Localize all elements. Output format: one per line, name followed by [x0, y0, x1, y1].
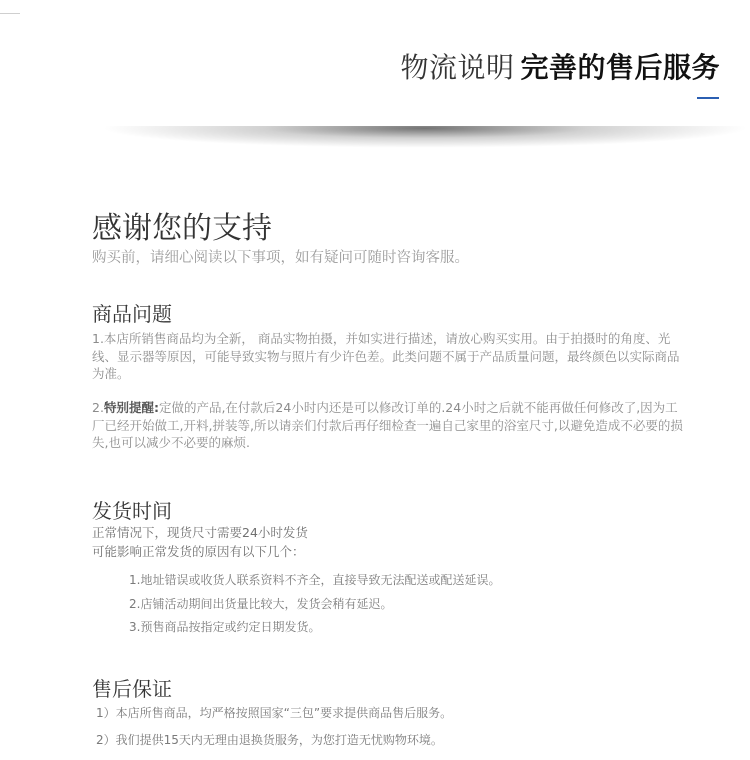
shipping-reason-item: 2.店铺活动期间出货量比较大，发货会稍有延迟。 — [129, 597, 393, 611]
corner-divider — [0, 13, 20, 14]
header-title-bold: 完善的售后服务 — [520, 51, 720, 84]
para2-body: 定做的产品,在付款后24小时内还是可以修改订单的.24小时之后就不能再做任何修改了,因为工厂已经开始做工,开料,拼装等,所以请亲们付款后再仔细检查一遍自己家里的浴室尺寸,以避免造成不必要的损失,也可以减少不必要的麻烦. — [92, 400, 683, 450]
aftersale-item: 1）本店所售商品，均严格按照国家“三包”要求提供商品售后服务。 — [96, 706, 453, 720]
intro-subtitle: 购买前，请细心阅读以下事项，如有疑问可随时咨询客服。 — [92, 250, 469, 266]
aftersale-section-heading: 售后保证 — [92, 677, 172, 701]
header-title-light: 物流说明 — [400, 51, 515, 84]
page-header-title — [400, 46, 720, 86]
product-section-heading: 商品问题 — [92, 302, 172, 326]
para2-prefix: 2. — [92, 400, 104, 415]
aftersale-item: 2）我们提供15天内无理由退换货服务，为您打造无忧购物环境。 — [96, 733, 443, 747]
shipping-reason-item: 1.地址错误或收货人联系资料不齐全，直接导致无法配送或配送延误。 — [129, 573, 501, 587]
header-accent-line — [697, 97, 719, 99]
shipping-line-1: 正常情况下，现货尺寸需要24小时发货 — [92, 525, 308, 540]
product-paragraph-2 — [92, 399, 687, 452]
shipping-section-heading: 发货时间 — [92, 499, 172, 523]
intro-title: 感谢您的支持 — [92, 211, 272, 246]
product-paragraph-1: 1.本店所销售商品均为全新， 商品实物拍摄，并如实进行描述，请放心购买实用。由于拍摄时的角度、光线、显示器等原因，可能导致实物与照片有少许色差。此类问题不属于产品质量问题，最终颜色以实际商品为准。 — [92, 331, 680, 381]
shipping-line-2: 可能影响正常发货的原因有以下几个： — [92, 544, 305, 559]
special-reminder-label: 特别提醒: — [103, 400, 159, 415]
shipping-reason-item: 3.预售商品按指定或约定日期发货。 — [129, 620, 321, 634]
header-shadow-divider — [100, 126, 750, 148]
